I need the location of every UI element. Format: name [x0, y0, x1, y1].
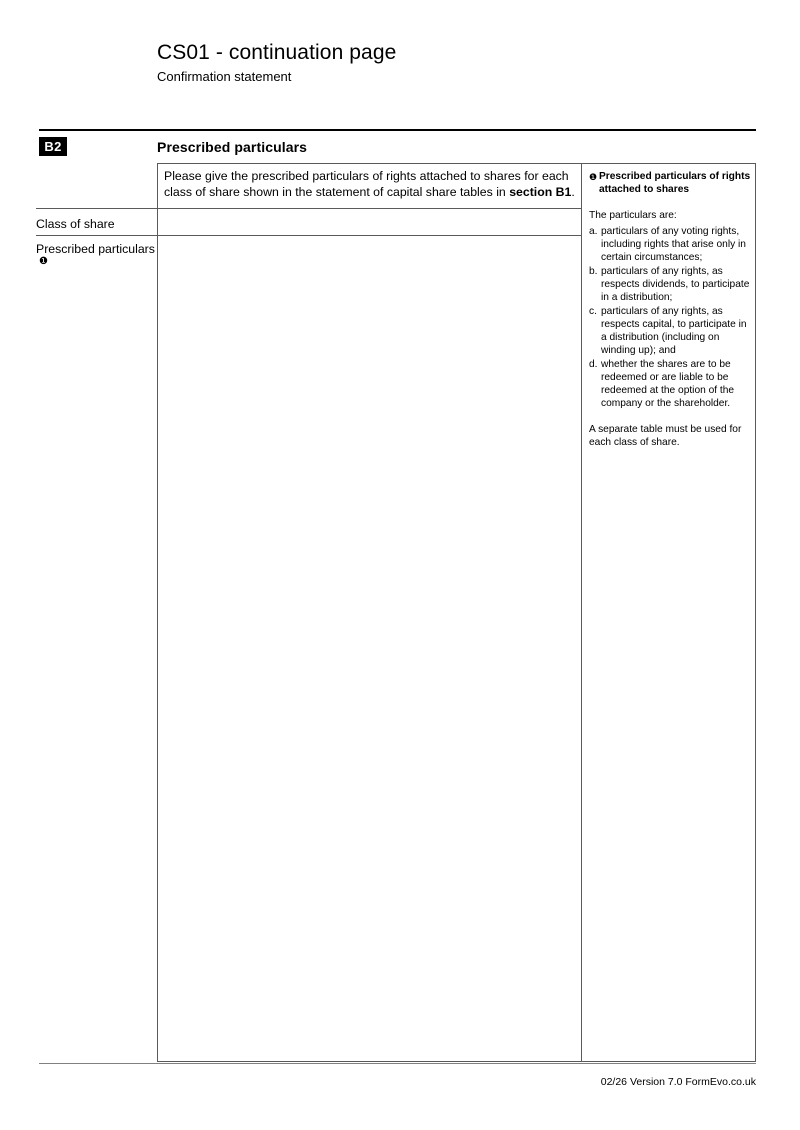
page-subtitle: Confirmation statement [157, 69, 292, 84]
guidance-list [589, 225, 751, 410]
list-item [589, 265, 751, 304]
section-heading: Prescribed particulars [157, 139, 308, 155]
guidance-title [589, 171, 751, 196]
list-item [589, 358, 751, 410]
prescribed-particulars-panel [157, 163, 582, 1062]
label-divider-2 [36, 235, 157, 236]
label-class-of-share: Class of share [36, 217, 115, 231]
instruction-prefix: Please give the prescribed particulars of rights attached to shares for each class of share shown in the statement of capital share tables in [164, 169, 569, 199]
header-divider [39, 129, 756, 131]
instruction-text [164, 168, 576, 200]
list-marker: b. [589, 266, 598, 277]
guidance-lead: The particulars are: [589, 210, 677, 221]
guidance-content [589, 171, 751, 449]
guidance-title-text: Prescribed particulars of rights attached to shares [599, 171, 751, 195]
list-marker: d. [589, 359, 598, 370]
section-tag-b2: B2 [39, 137, 67, 156]
list-item-text: particulars of any voting rights, including rights that arise only in certain circumstances; [601, 226, 746, 263]
panel-divider-2 [157, 235, 582, 236]
instruction-suffix: . [571, 185, 575, 199]
list-item [589, 225, 751, 264]
list-item-text: particulars of any rights, as respects capital, to participate in a distribution (including on winding up); and [601, 306, 747, 356]
list-item-text: whether the shares are to be redeemed or are liable to be redeemed at the option of the company or the shareholder. [601, 359, 735, 409]
page-footer: 02/26 Version 7.0 FormEvo.co.uk [600, 1076, 756, 1088]
list-marker: a. [589, 226, 598, 237]
note-reference-icon: ❶ [589, 172, 598, 182]
instruction-section-ref: section B1 [509, 185, 572, 199]
label-divider-1 [36, 208, 157, 209]
list-item [589, 305, 751, 357]
page-header [157, 40, 757, 86]
label-prescribed-particulars: Prescribed particulars [36, 242, 155, 256]
panel-divider-1 [157, 208, 582, 209]
guidance-footer: A separate table must be used for each class of share. [589, 424, 742, 448]
note-reference-icon: ❶ [39, 256, 48, 267]
list-item-text: particulars of any rights, as respects dividends, to participate in a distribution; [601, 266, 750, 303]
footer-divider [39, 1063, 756, 1064]
page-title: CS01 - continuation page [157, 41, 397, 64]
list-marker: c. [589, 306, 597, 317]
